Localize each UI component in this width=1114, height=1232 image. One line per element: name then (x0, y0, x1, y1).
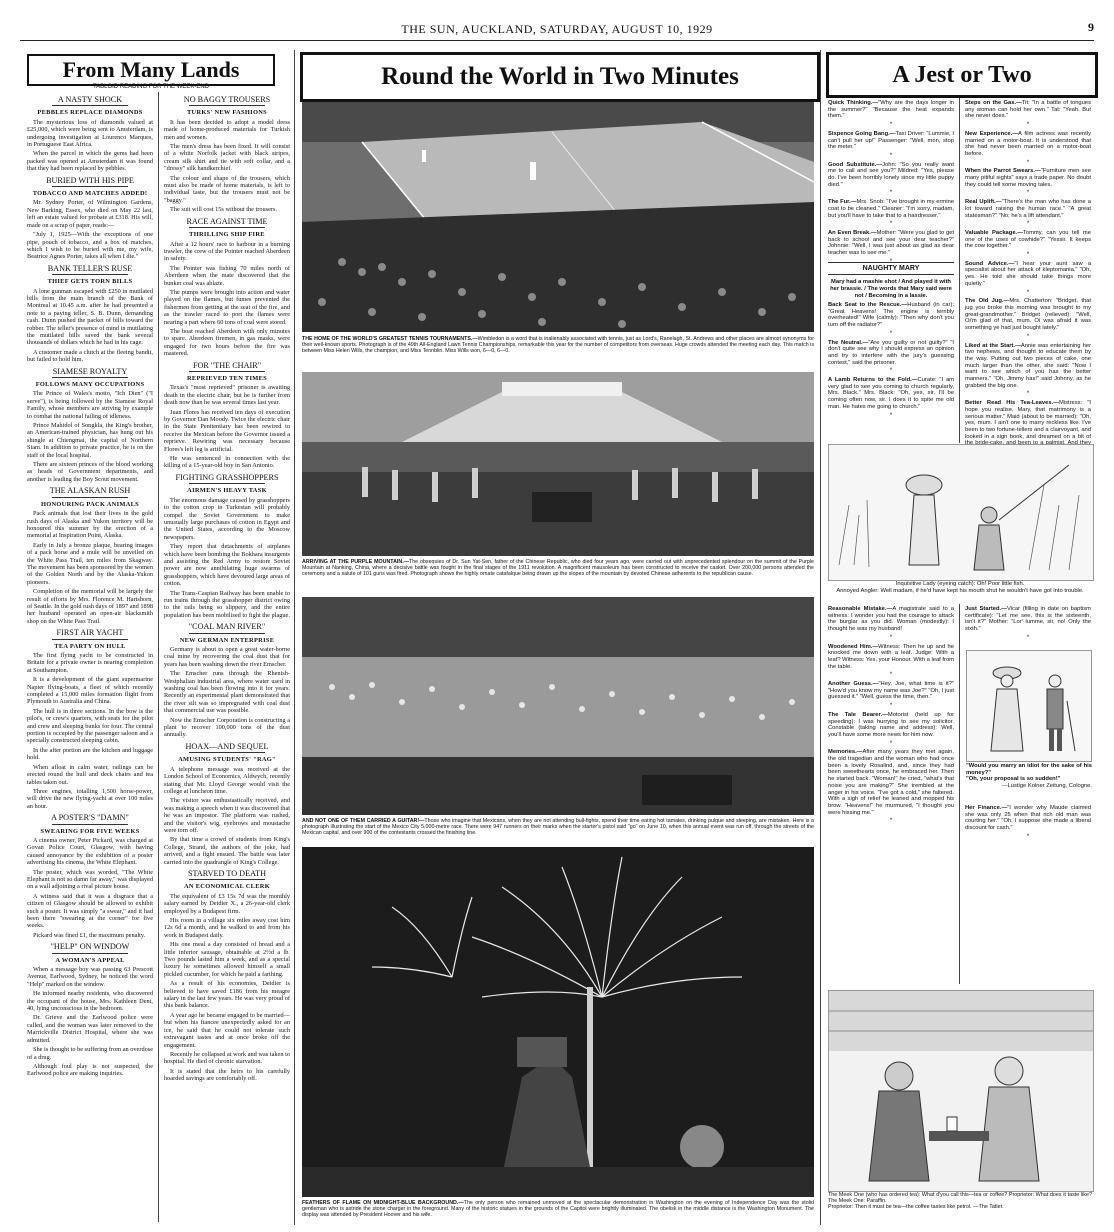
story-headline: HOAX—AND SEQUEL (185, 741, 269, 751)
cartoon-caption-line: Proprietor: Then it must be tea—the coffee tastes like petrol. (828, 1204, 972, 1211)
jest-text: "I hear your aunt saw a specialist about her attack of kleptomania." "Oh, yes. He told she should take things more quietly." (965, 260, 1092, 287)
story-subheadline: TURKS' NEW FASHIONS (186, 109, 268, 117)
story-paragraph: A witness said that it was a disgrace that a citizen of Glasgow should be allowed to exhibit such a poster. It was simply "a swear," and it had been there "swearing at the corner" for five weeks. (27, 892, 153, 930)
story-heading (27, 177, 153, 198)
jest-lead: Liked at the Start.— (965, 342, 1021, 349)
jest-separator: * (889, 190, 893, 197)
jest-column-a (828, 100, 954, 265)
column-rule (959, 604, 960, 984)
story-paragraph: The first flying yacht to be constructed in Britain for a private owner is nearing completion at Southampton. (27, 652, 153, 674)
headline-rule (189, 752, 265, 753)
cartoon-caption-line: The Meek One: Paraffin. (828, 1198, 887, 1205)
jest-separator: * (1026, 159, 1030, 166)
jest-separator: * (1026, 190, 1030, 197)
jest-text: "Why are the days longer in the summer?" "Because the heat expands them." (828, 100, 954, 120)
jest-text: Taxi Driver: "Lummie, I can't pull her up!" Passenger: "Well, mon, stop the meter." (828, 130, 954, 151)
jest-separator: * (889, 412, 893, 419)
story-heading (164, 623, 290, 644)
proposal-illustration (967, 651, 1091, 761)
jest-lead: New Experience.— (965, 130, 1019, 137)
story-headline: FOR "THE CHAIR" (192, 360, 262, 370)
jest-lead: Better Read His Tea-Leaves.— (965, 400, 1059, 407)
story-headline: THE ALASKAN RUSH (49, 486, 131, 496)
story-paragraph: "July 1, 1925—With the exceptions of one pipe, pouch of tobacco, and a box of matches, which I wish to be buried with me, my wife, Beatrice Agnes Porter, takes all when I die." (27, 231, 153, 261)
jest-separator: * (889, 368, 893, 375)
section-subtitle: TABLOID READING FOR THE WEEK-END (92, 84, 210, 90)
story-heading (164, 743, 290, 764)
cartoon-caption-line: "Oh, your proposal is so sudden!" (966, 776, 1061, 783)
story-paragraph: The hull is in three sections. In the bow is the pilot's, or crew's quarters, with seats for the pilot and crew and sleeping bunks for four. The central portion is occupied by the passenger saloon and a specially constructed sleeping cabin. (27, 707, 153, 745)
section-title-box-left (27, 54, 275, 86)
story-paragraph: When a message boy was passing 63 Prescott Avenue, Earlwood, Sydney, he noticed the word "Help" marked on the window. (27, 966, 153, 988)
story-paragraph: The Emscher runs through the Rhenish-Westphalian industrial area, where water used in washing coal has been flowing into it for years. Recently an experimental plant demonstrated that the river silt was so impregnated with coal dust that commercial use was possible. (164, 670, 290, 715)
jest-separator: * (889, 258, 893, 265)
cartoon-fishing (828, 444, 1094, 581)
jest-column-b (965, 100, 1091, 440)
jest-column-c (828, 606, 954, 986)
jest-item (965, 100, 1091, 120)
story-paragraph: His one meal a day consisted of bread and a little inferior sausage, obtainable at 2½d a lb. Two pounds lasted him a week, and as a special luxury he sometimes allowed himself a small pickled cucumber, for which he paid a farthing. (164, 941, 290, 978)
jest-item (828, 644, 954, 671)
tea-shop-illustration (829, 991, 1093, 1191)
jest-lead: Woodened Him.— (828, 643, 879, 650)
caption-text: Wimbledon is a word that is inalienably associated with tennis, just as Lord's, Ranelagh, St. Andrews and other places are almost synonyms for their well-known sports. Photograph is of the 49th All-England Lawn Tennis Championships, remarkable this year for the number of competitors from overseas. Huge crowds attended the meeting each day. This match is between Miss Helen Wills, the champion, and Miss Tennblin. Miss Wills won, 6—0, 6—0. (302, 336, 814, 355)
jest-text: A magistrate said to a witness: I wonder you had the courage to attack the burglar as you did. Woman (modestly): I thought he was my husband! (828, 606, 954, 633)
jest-text: Annie was entertaining her two nephews, and thought to educate them by the way. Putting out two pieces of cake, one much larger than the other, she said: "Now I want to see which of you has the better manners." "Oh, Jimmy has!" said Johnny, as he grabbed the big one. (965, 342, 1092, 389)
story-heading (164, 218, 290, 239)
caption-purple-mountain (302, 559, 814, 577)
headline-rule (52, 824, 128, 825)
cartoon-tea-or-coffee (828, 990, 1094, 1192)
story-paragraph: A cinema owner, Peter Pickard, was charged at Govan Police Court, Glasgow, with having caused annoyance by the exhibition of a poster advertising his cinema, the White Elephant. (27, 836, 153, 867)
headline-rule (189, 227, 265, 228)
fireworks-image (302, 847, 814, 1197)
jest-text: "Are you guilty or not guilty?" "I don't quite see why I should express an opinion and try to interfere with the jury's guessing contest," said the prisoner. (828, 339, 954, 366)
story-paragraph: Recently he collapsed at work and was taken to hospital. He died of chronic starvation. (164, 1050, 290, 1066)
cartoon-caption-line: Annoyed Angler: Well madam, if he'd have kept his mouth shut he wouldn't have got into trouble. (836, 587, 1084, 594)
naughty-mary-box (828, 262, 954, 299)
purple-mountain-image (302, 372, 814, 556)
story-paragraph: Although foul play is not suspected, the Earlwood police are making inquiries. (27, 1062, 153, 1078)
story-subheadline: HONOURING PACK ANIMALS (40, 500, 140, 508)
story-paragraph: It has been decided to adopt a model dress made of home-produced materials for Turkish men and women. (164, 118, 290, 141)
story-paragraph: Completion of the memorial will be largely the result of efforts by Mrs. Florence M. Hartshorn, of Seattle. In the gold rush days of 1897 and 1898 her husband operated an open-air blacksmith shop on the White Pass Trail. (27, 588, 153, 625)
story-subheadline: TOBACCO AND MATCHES ADDED! (32, 190, 148, 198)
jest-item (828, 230, 954, 257)
story-paragraph: His room in a village six miles away cost him 12s 6d a month, and he walked to and from his work in Budapest daily. (164, 917, 290, 939)
cartoon-credit: —Lustige Kolner Zeitung, Cologne. (1001, 783, 1092, 790)
story-heading (27, 265, 153, 286)
jest-separator: * (889, 703, 893, 710)
cartoon-fishing-caption (828, 581, 1092, 594)
column-rule (820, 50, 821, 1225)
jest-text: Tit: "In a battle of tongues any woman can hold her own." Tat: "Yeah. But she never does." (965, 100, 1091, 120)
jest-item (828, 302, 954, 329)
jest-lead: Quick Thinking.— (828, 100, 879, 106)
story-paragraph: The visitor was enthusiastically received, and was making a speech when it was discovered that he was an impostor. The platform was rushed, and the visitor's wig, eyebrows and moustache were torn off. (164, 797, 290, 834)
jest-column-d (965, 606, 1091, 648)
headline-rule (189, 879, 265, 880)
story-paragraph: Prince Mahidol of Songkla, the King's brother, an American-trained physician, has hung out his shingle at Chiengmai, the capital of Northern Siam. In addition to private practice, he is on the staff of the local hospital. (27, 422, 153, 459)
story-headline: A POSTER'S "DAMN" (51, 813, 129, 823)
cartoon-caption-line: Inquisitive Lady (eyeing catch): Oh! Poor little fish. (895, 581, 1025, 587)
headline-rule (52, 105, 128, 106)
caption-lead: THE HOME OF THE WORLD'S GREATEST TENNIS TOURNAMENTS.— (302, 336, 478, 342)
headline-rule (52, 186, 128, 187)
story-headline: FIRST AIR YACHT (56, 628, 124, 638)
story-heading (27, 943, 153, 964)
headline-rule (189, 371, 265, 372)
story-paragraph: Early in July a bronze plaque, bearing images of a pack horse and a mule will be unveiled on the White Pass Trail, ten miles from Skagway. The movement has been sponsored by the women of the Golden North and by the Alaska-Yukon pioneers. (27, 541, 153, 586)
jest-item (828, 681, 954, 701)
jest-item (965, 199, 1091, 219)
story-heading (27, 487, 153, 508)
story-paragraph: Dr. Grieve and the Earlwood police were called, and the woman was later removed to the Marrickville District Hospital, where she was admitted. (27, 1014, 153, 1044)
section-title: Round the World in Two Minutes (381, 63, 739, 90)
jest-item (828, 131, 954, 151)
jest-separator: * (1026, 634, 1030, 641)
cartoon-caption-line: "Would you marry an idiot for the sake of his money?" (966, 763, 1092, 776)
caption-fireworks (302, 1200, 814, 1218)
jest-text: Motorist (held up for speeding): I was hurrying to see my solicitor. Constable (taking name and address): Well, you'll have some more news for him now. (828, 711, 954, 738)
story-headline: RACE AGAINST TIME (186, 216, 268, 226)
story-subheadline: FOLLOWS MANY OCCUPATIONS (35, 381, 145, 388)
jest-lead: The Old Jug.— (965, 298, 1010, 305)
story-paragraph: Texas's "most reprieved" prisoner is awaiting death in the electric chair, but he is further from death now than he was several times last year. (164, 384, 290, 407)
story-heading (164, 362, 290, 383)
story-subheadline: TEA PARTY ON HULL (54, 642, 126, 650)
wimbledon-image (302, 102, 814, 332)
caption-text: The only person who remained unmoved at the spectacular demonstration in Washington on the evening of Independence Day was the stolid gentleman who is astride the stone charger in the foreground. Many of the historic statues in the grounds of the Capitol were brightly illuminated. The obelisk in the middle distance is the Washington Monument. The display was attended by President Hoover and his wife. (302, 1200, 814, 1219)
story-paragraph: In the after portion are the kitchen and luggage hold. (27, 746, 153, 762)
left-column-2 (164, 92, 290, 1222)
story-paragraph: After a 12 hours' race to harbour in a burning trawler, the crew of the Pointer reached Aberdeen in safety. (164, 240, 290, 263)
jest-text: "Hey, Joe, what time is it?" "How'd you know my name was Joe?" "Oh, I just guessed it." "Well, guess the time, then." (828, 681, 954, 701)
cartoon-caption-line: The Meek One (who has ordered tea): What d'you call this—tea or coffee? (828, 1192, 1008, 1198)
headline-rule (52, 274, 128, 275)
cartoon-credit: —The Tatler. (973, 1204, 1004, 1211)
story-heading (27, 96, 153, 117)
cartoon-proposal (966, 650, 1092, 762)
story-paragraph: A customer made a clutch at the fleeing bandit, but failed to hold him. (27, 348, 153, 364)
jest-lead: Valuable Package.— (965, 229, 1023, 236)
caption-wimbledon (302, 336, 814, 354)
jest-separator: * (889, 818, 893, 825)
section-title-box-middle (300, 52, 820, 102)
story-paragraph: The Pointer was fishing 70 miles north of Aberdeen when the mate discovered that the bunker coal was ablaze. (164, 264, 290, 287)
story-paragraph: A year ago he became engaged to be married—but when his fiancee unexpectedly asked for an ice, he said that he could not tolerate such extravagant tastes and at once broke off the engagement. (164, 1011, 290, 1049)
fishing-illustration (829, 445, 1093, 580)
story-subheadline: REPRIEVED TEN TIMES (186, 375, 268, 382)
caption-text: The obsequies of Dr. Sun Yat-Sen, father of the Chinese Republic, who died four years ago, were carried out with unprecedented splendour on the summit of the Purple Mountain at Nanking, China, where a decisive battle was fought in the final stages of the 1911 revolution. A magnificent mausoleum has been constructed to receive the casket. Over 200,000 persons attended the ceremony and a salute of 101 guns was fired. Photograph shows the highly ornate catafalque being drawn up the slopes of the mountain by devoted Chinese adherents to the republican cause. (302, 559, 814, 578)
jest-text: Husband (in car): "Great Heavens! The engine is terribly overheated!" Wife (calmly): "Then why don't you turn off the radiator?" (828, 302, 954, 329)
jest-lead: Sound Advice.— (965, 260, 1015, 267)
jest-text: "I wonder why Maude claimed she was only 25 when that rich old man was courting her." "Oh, I suppose she made a liberal discount for cash." (965, 805, 1091, 832)
headline-rule (52, 953, 128, 954)
jest-separator: * (1026, 391, 1030, 398)
mexico-race-image (302, 597, 814, 815)
column-rule (959, 98, 960, 443)
jest-lead: Memories.— (828, 749, 863, 756)
story-paragraph: The equivalent of £3 15s 7d was the monthly salary earned by Deidier X., a 26-year-old clerk employed by a Budapest firm. (164, 892, 290, 915)
story-subheadline: PEBBLES REPLACE DIAMONDS (37, 109, 143, 117)
jest-separator: * (889, 740, 893, 747)
story-headline: "COAL MAN RIVER" (188, 622, 266, 632)
headline-rule (52, 497, 128, 498)
jest-text: "Furniture men see many pitiful sights" says a trade paper. No doubt they could tell some moving tales. (965, 168, 1091, 188)
story-subheadline: THIEF GETS TORN BILLS (47, 278, 133, 286)
jest-separator: * (1026, 333, 1030, 340)
jest-column-d2 (965, 805, 1091, 850)
jest-lead: Another Guess.— (828, 681, 879, 688)
section-title: From Many Lands (62, 57, 240, 82)
story-paragraph: They report that detachments of airplanes which have been bombing the Bokhara insurgents and assisting the Red Army to restore Soviet power are now annihilating huge swarms of grasshoppers, which have devoured large areas of cotton. (164, 543, 290, 588)
jest-text: After many years they met again, the old tragedian and the woman who had once been a lovely Rosalind, and, since they had been sweethearts once, he embraced her. Then he started back. "Woman!" he cried, "what's that noise you are making?" She trembled at the anger in his voice. "I've got a cold," she faltered. With a sigh of relief he leaned and mopped his brow. "Heavens!" he murmured, "I thought you were hissing me." (828, 749, 954, 816)
jest-lead: Her Finance.— (965, 805, 1008, 811)
jest-lead: Back Seat to the Rescue.— (828, 302, 908, 308)
story-paragraph: The mysterious loss of diamonds valued at £25,000, which were being sent to Amsterdam, is undergoing investigation at Lourenco Marques, in Portuguese East Africa. (27, 118, 153, 149)
jest-text: Vicar (filling in date on baptism certificate): "Let me see, this is the sixteenth, isn't it?" Mother: "Lor' lumme, sir, no! Only the sixth." (965, 606, 1091, 633)
story-headline: A NASTY SHOCK (57, 95, 123, 104)
jest-separator: * (1026, 833, 1030, 840)
photo-purple-mountain (302, 372, 814, 556)
jest-item (965, 261, 1091, 288)
jest-item (828, 162, 954, 189)
jest-separator: * (1026, 289, 1030, 296)
story-paragraph: It is a development of the giant supermarine Napier flying-boats, a fleet of which recently completed a 15,000 miles formation flight from Plymouth to Australia and China. (27, 676, 153, 706)
jest-separator: * (889, 634, 893, 641)
story-headline: SIAMESE ROYALTY (52, 366, 128, 376)
jest-lead: The Fur.— (828, 199, 857, 206)
story-headline: FIGHTING GRASSHOPPERS (175, 472, 279, 482)
jest-lead: The Neutral.— (828, 339, 869, 346)
jest-item (965, 131, 1091, 158)
story-heading (27, 629, 153, 650)
story-paragraph: There are sixteen princes of the blood working as heads of Government departments, and another is leading the Boy Scout movement. (27, 461, 153, 483)
jest-text: Mistress: "I hope you realise, Mary, that matrimony is a serious matter." Maid (about to be married): "Oh, yes, mum. I ain't one to marry reckless like. I've been to two fortune-tellers and a clairvoyant, and looked in a sign book, and dreamed on a bit of (965, 400, 1091, 440)
jest-item (828, 377, 954, 411)
story-paragraph: The poster, which was worded, "The White Elephant is not so damn far away," was displayed on a wall adjoining a rival picture house. (27, 868, 153, 891)
masthead (20, 18, 1094, 41)
story-paragraph: The boat reached Aberdeen with only minutes to spare. Aberdeen firemen, in gas masks, were engaged for two hours before the fire was mastered. (164, 327, 290, 358)
story-paragraph: By that time a crowd of students from King's College, Strand, the authors of the joke, had arrived, and a fight ensued. The battle was later carried into the quadrangle of King's College. (164, 836, 290, 866)
jest-separator: * (1026, 221, 1030, 228)
story-paragraph: Mr. Sydney Porter, of Wilmington Gardens, New Barking, Essex, who died on May 22 last, left an estate valued for probate at £318. His will, made on a scrap of paper, reads:— (27, 199, 153, 229)
jest-text: A film actress was recently married on a motor-boat. It is understood that she had never been married on a motor-boat before. (965, 130, 1092, 157)
section-title-box-right (826, 52, 1098, 98)
section-title: A Jest or Two (892, 62, 1032, 88)
story-heading (27, 368, 153, 389)
jest-separator: * (889, 330, 893, 337)
jest-item (965, 298, 1091, 332)
jest-text: Tommy, can you tell me one of the uses of cowhide?" "Yessir. It keeps the cow together." (965, 229, 1091, 250)
story-heading (27, 814, 153, 835)
page-number: 9 (1088, 20, 1094, 34)
story-paragraph: The suit will cost 15s without the trousers. (170, 206, 278, 214)
caption-text: Those who imagine that Mexicans, when they are not attending bull-fights, spend their time eating hot tamales, drinking pulque and sleeping, are mistaken. Here is a photograph illustrating the start of the Mexico City 5,000-metre race. There were 947 runners on their marks when the starter's pistol said "go" on June 10, when this annual event was run off, through the streets of the Mexican capital, and over 900 of the contestants crossed the finishing line. (302, 818, 814, 837)
jest-text: Mrs. Chatterton: "Bridget, that jug you broke this morning was brought to my great-grandmother." Bridget (relieved): "Well, Oi'm glad of that, mum. Oi was afraid it was something ye had just bought lately." (965, 298, 1092, 332)
caption-lead: AND NOT ONE OF THEM CARRIED A GUITAR!— (302, 818, 425, 824)
story-paragraph: The pumps were brought into action and water played on the flames, but fumes prevented the fishermen from getting at the seat of the fire, and as the trawler raced to port the flames were nearing a part where 60 tons of coal were stored. (164, 288, 290, 326)
jest-item (965, 606, 1091, 633)
story-subheadline: SWEARING FOR FIVE WEEKS (40, 827, 140, 835)
headline-rule (52, 639, 128, 640)
jest-item (828, 606, 954, 633)
cartoon-tea-caption (828, 1192, 1092, 1211)
caption-mexico-race (302, 818, 814, 836)
story-paragraph: He was sentenced in connection with the killing of a 15-year-old boy in San Antonio. (164, 455, 290, 470)
jest-separator: * (1026, 122, 1030, 129)
jest-item (965, 168, 1091, 188)
story-paragraph: The colour and shape of the trousers, which must also be made of home materials, is left to individual taste, but the trousers must not be "baggy." (164, 174, 290, 204)
headline-rule (189, 633, 265, 634)
story-paragraph: It is stated that the heirs to his carefully hoarded savings are comfortably off. (164, 1067, 290, 1083)
jest-lead: Sixpence Going Bang.— (828, 130, 896, 137)
story-paragraph: The enormous damage caused by grasshoppers to the cotton crop in Turkestan will probably compel the Soviet Government to make unusually large purchases of cotton in Egypt and the United States, according to the Moscow newspapers. (164, 496, 290, 541)
left-column-1 (27, 92, 153, 1222)
story-heading (164, 870, 290, 891)
jest-lead: The Tale Bearer.— (828, 711, 888, 718)
jest-lead: Good Substitute.— (828, 161, 883, 168)
jest-text: Witness: Then he up and he knocked me down with a leaf. Judge: With a leaf? Witness: Yes, your Honour. With a leaf from the table. (828, 643, 954, 670)
jest-item (828, 100, 954, 120)
jest-lead: Reasonable Mistake.— (828, 606, 893, 612)
naughty-mary-verse: Mary had a mashie shot / And played it with her brassie. / The words that Mary said were not / Becoming in a lassie. (830, 279, 952, 299)
photo-mexico-race (302, 597, 814, 815)
story-paragraph: She is thought to be suffering from an overdose of a drug. (27, 1046, 153, 1061)
story-subheadline: THRILLING SHIP FIRE (189, 231, 265, 239)
caption-lead: FEATHERS OF FLAME ON MIDNIGHT-BLUE BACKGROUND.— (302, 1200, 464, 1206)
jest-text: Mrs. Snob: "I've brought in my ermine coat to be cleaned." Cleaner: "I'm sorry, madam, but you'll have to take that to a hairdresser." (828, 199, 954, 219)
headline-rule (189, 483, 265, 484)
masthead-title: THE SUN, AUCKLAND, SATURDAY, AUGUST 10, 1929 (401, 22, 713, 36)
story-headline: "HELP" ON WINDOW (50, 942, 130, 952)
story-subheadline: AN ECONOMICAL CLERK (184, 883, 270, 891)
photo-wimbledon (302, 102, 814, 332)
caption-lead: ARRIVING AT THE PURPLE MOUNTAIN.— (302, 559, 409, 565)
story-paragraph: Three engines, totalling 1,500 horse-power, will drive the new flying-yacht at over 100 miles an hour. (27, 787, 153, 810)
jest-item (965, 230, 1091, 250)
story-headline: BURIED WITH HIS PIPE (46, 175, 134, 185)
story-paragraph: As a result of his economies, Deidier is believed to have saved £186 from his meagre salary in the last few years. He was very proud of this bank balance. (164, 980, 290, 1010)
story-paragraph: The men's dress has been fixed. It will consist of a white Norfolk jacket with black stripes, cream silk shirt and tie with soft collar, and a "dressy" silk handkerchief. (164, 143, 290, 173)
story-paragraph: The Prince of Wales's motto, "Ich Dien" ("I serve"), is being followed by the Siamese Royal Family, whose members are striving by example to combat the national failing of idleness. (27, 390, 153, 420)
jest-item (965, 805, 1091, 832)
jest-column-a2 (828, 302, 954, 436)
story-paragraph: When afloat in calm water, railings can be erected round the hull and deck chairs and tea tables taken out. (27, 763, 153, 786)
jest-lead: A Lamb Returns to the Fold.— (828, 377, 918, 384)
story-paragraph: Juan Flores has received ten days of execution by Governor Dan Moody. Twice the electric chair in the State Penitentiary has been rewired to receive the Mexican before the Governor issued a reprieve. Rewiring was necessary because Flores's left leg is artificial. (164, 408, 290, 453)
jest-separator: * (889, 122, 893, 129)
jest-lead: An Even Break.— (828, 229, 877, 236)
jest-item (828, 749, 954, 816)
headline-rule (189, 105, 265, 106)
story-headline: BANK TELLER'S RUSE (47, 263, 133, 273)
naughty-mary-heading: NAUGHTY MARY (828, 262, 954, 275)
story-heading (164, 474, 290, 495)
cartoon-proposal-caption (966, 763, 1092, 790)
jest-separator: * (889, 672, 893, 679)
story-subheadline: AMUSING STUDENTS' "RAG" (178, 756, 276, 764)
story-subheadline: NEW GERMAN ENTERPRISE (179, 636, 275, 644)
story-headline: NO BAGGY TROUSERS (183, 95, 271, 104)
story-paragraph: A lone gunman escaped with £250 in mutilated bills from the main branch of the Bank of Montreal at 10.45 a.m. after he had presented a note to a paying teller, S. B. Dunn, demanding cash. Dunn pushed the packet of bills toward the robber. The teller's presence of mind in mutilating the mutilated bills saved the bank several thousands of dollars which he had in his cage. (27, 287, 153, 347)
jest-item (828, 199, 954, 219)
jest-text: Mother: "Were you glad to get back to school and see your dear teacher?" Johnnie: "Well, I was just about as glad as dear teacher was to see me." (828, 229, 954, 257)
story-paragraph: Germany is about to open a great water-borne coal mine by recovering the coal dust that for years has been washing down the river Emscher. (164, 646, 290, 668)
cartoon-caption-line: Proprietor: What does it taste like? (1008, 1192, 1092, 1198)
story-paragraph: A telephone message was received at the London School of Economics, Aldwych, recently stating that Mr. Lloyd George would visit the college at luncheon time. (164, 765, 290, 795)
story-paragraph: Now the Emscher Corporation is constructing a plant to recover 100,000 tons of the dust annually. (164, 716, 290, 739)
jest-separator: * (1026, 252, 1030, 259)
jest-lead: When the Parrot Swears.— (965, 168, 1041, 175)
jest-lead: Real Uplift.— (965, 199, 1002, 206)
story-paragraph: The Trans-Caspian Railway has been unable to run trains through the grasshopper district owing to the rails being so slippery, and the entire population has been mobilised to fight the plague. (164, 589, 290, 619)
column-rule (294, 50, 295, 1225)
story-paragraph: He informed nearby residents, who discovered the occupant of the house, Mrs. Kathleen Dent, 40, lying unconscious in the bedroom. (27, 990, 153, 1013)
jest-text: "There's the man who has done a lot toward raising the human race." "A great statesman?" "No; he's a lift attendant." (965, 199, 1091, 219)
story-paragraph: Pickard was fined £1, the maximum penalty. (33, 931, 146, 939)
jest-lead: Steps on the Gas.— (965, 100, 1022, 106)
jest-separator: * (889, 221, 893, 228)
jest-item (965, 343, 1091, 390)
column-rule (158, 92, 159, 1222)
story-headline: STARVED TO DEATH (188, 868, 266, 878)
story-heading (164, 96, 290, 117)
jest-separator: * (889, 152, 893, 159)
headline-rule (52, 377, 128, 378)
story-subheadline: A WOMAN'S APPEAL (55, 956, 125, 964)
jest-lead: Just Started.— (965, 606, 1007, 612)
story-paragraph: When the parcel in which the gems had been packed was opened at Amsterdam it was found that they had been replaced by pebbles. (27, 150, 153, 173)
jest-text: Curate: "I am very glad to see you coming to church regularly, Mrs. Black." Mrs. Black: "Oh, yes, sir. I'll be coming often now, sir. I does it to spite me old man. He hates me going to church." (828, 377, 954, 410)
jest-item (828, 340, 954, 367)
jest-text: John: "So you really want me to call and see you?" Mildred: "Yes, please do. I've been horribly lonely since my little puppy died." (828, 161, 954, 188)
jest-item (828, 712, 954, 739)
story-subheadline: AIRMEN'S HEAVY TASK (187, 487, 267, 495)
photo-fireworks (302, 847, 814, 1197)
story-paragraph: Pack animals that lost their lives in the gold rush days of Alaska and Yukon territory will be honoured this summer by the erection of a memorial at Inspiration Point, Alaska. (27, 510, 153, 540)
